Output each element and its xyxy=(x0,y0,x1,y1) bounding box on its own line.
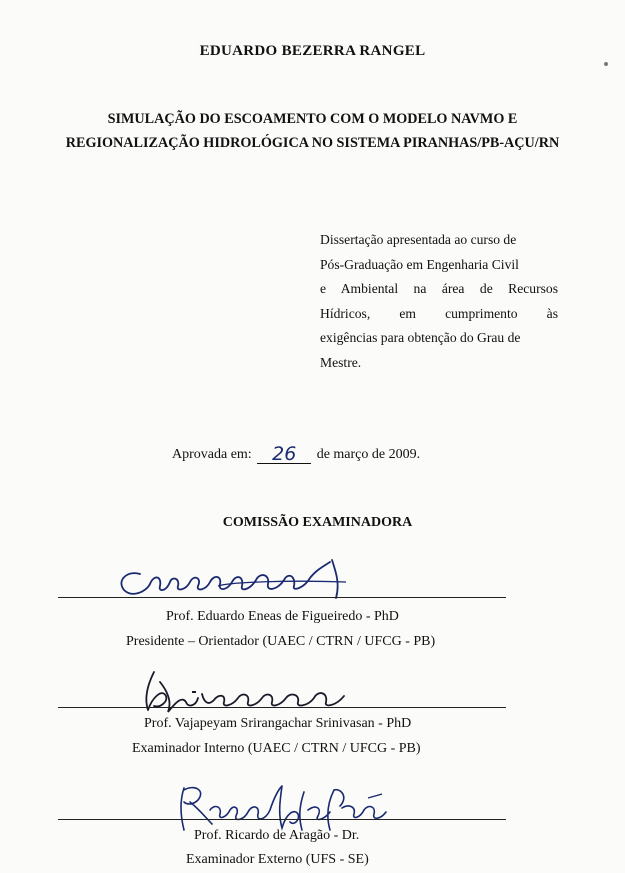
scan-speck xyxy=(604,62,608,66)
signature-line xyxy=(58,819,506,820)
signature-line xyxy=(58,707,506,708)
dissertation-statement xyxy=(320,228,558,375)
examiner-name: Prof. Ricardo de Aragão - Dr. xyxy=(194,828,360,843)
statement-line: Dissertação apresentada ao curso de xyxy=(320,232,517,247)
title-line: SIMULAÇÃO DO ESCOAMENTO COM O MODELO NAVMO E xyxy=(107,111,518,127)
statement-line: e Ambiental na área de Recursos xyxy=(320,281,558,296)
approval-date xyxy=(172,443,420,465)
statement-line: exigências para obtenção do Grau de xyxy=(320,330,521,345)
committee-heading: COMISSÃO EXAMINADORA xyxy=(222,515,413,530)
examiner-name: Prof. Vajapeyam Srirangachar Srinivasan - PhD xyxy=(144,716,412,731)
signature-2 xyxy=(138,668,378,718)
signature-1 xyxy=(110,552,370,602)
statement-line: Mestre. xyxy=(320,354,362,370)
dissertation-title xyxy=(0,107,625,155)
signature-line xyxy=(58,597,506,598)
statement-line: Hídricos, em cumprimento às xyxy=(320,305,558,321)
examiner-name: Prof. Eduardo Eneas de Figueiredo - PhD xyxy=(166,609,399,624)
examiner-role: Examinador Interno (UAEC / CTRN / UFCG - PB) xyxy=(132,741,421,756)
statement-line: Pós-Graduação em Engenharia Civil xyxy=(320,256,519,272)
approval-prefix: Aprovada em: xyxy=(172,447,252,462)
approval-day-handwritten: 26 xyxy=(255,443,313,465)
approval-suffix: de março de 2009. xyxy=(316,447,421,462)
examiner-role: Examinador Externo (UFS - SE) xyxy=(186,852,369,867)
examiner-role: Presidente – Orientador (UAEC / CTRN / UFCG - PB) xyxy=(126,634,436,649)
title-line: REGIONALIZAÇÃO HIDROLÓGICA NO SISTEMA PIRANHAS/PB-AÇU/RN xyxy=(65,135,560,151)
author-name: EDUARDO BEZERRA RANGEL xyxy=(199,43,426,59)
